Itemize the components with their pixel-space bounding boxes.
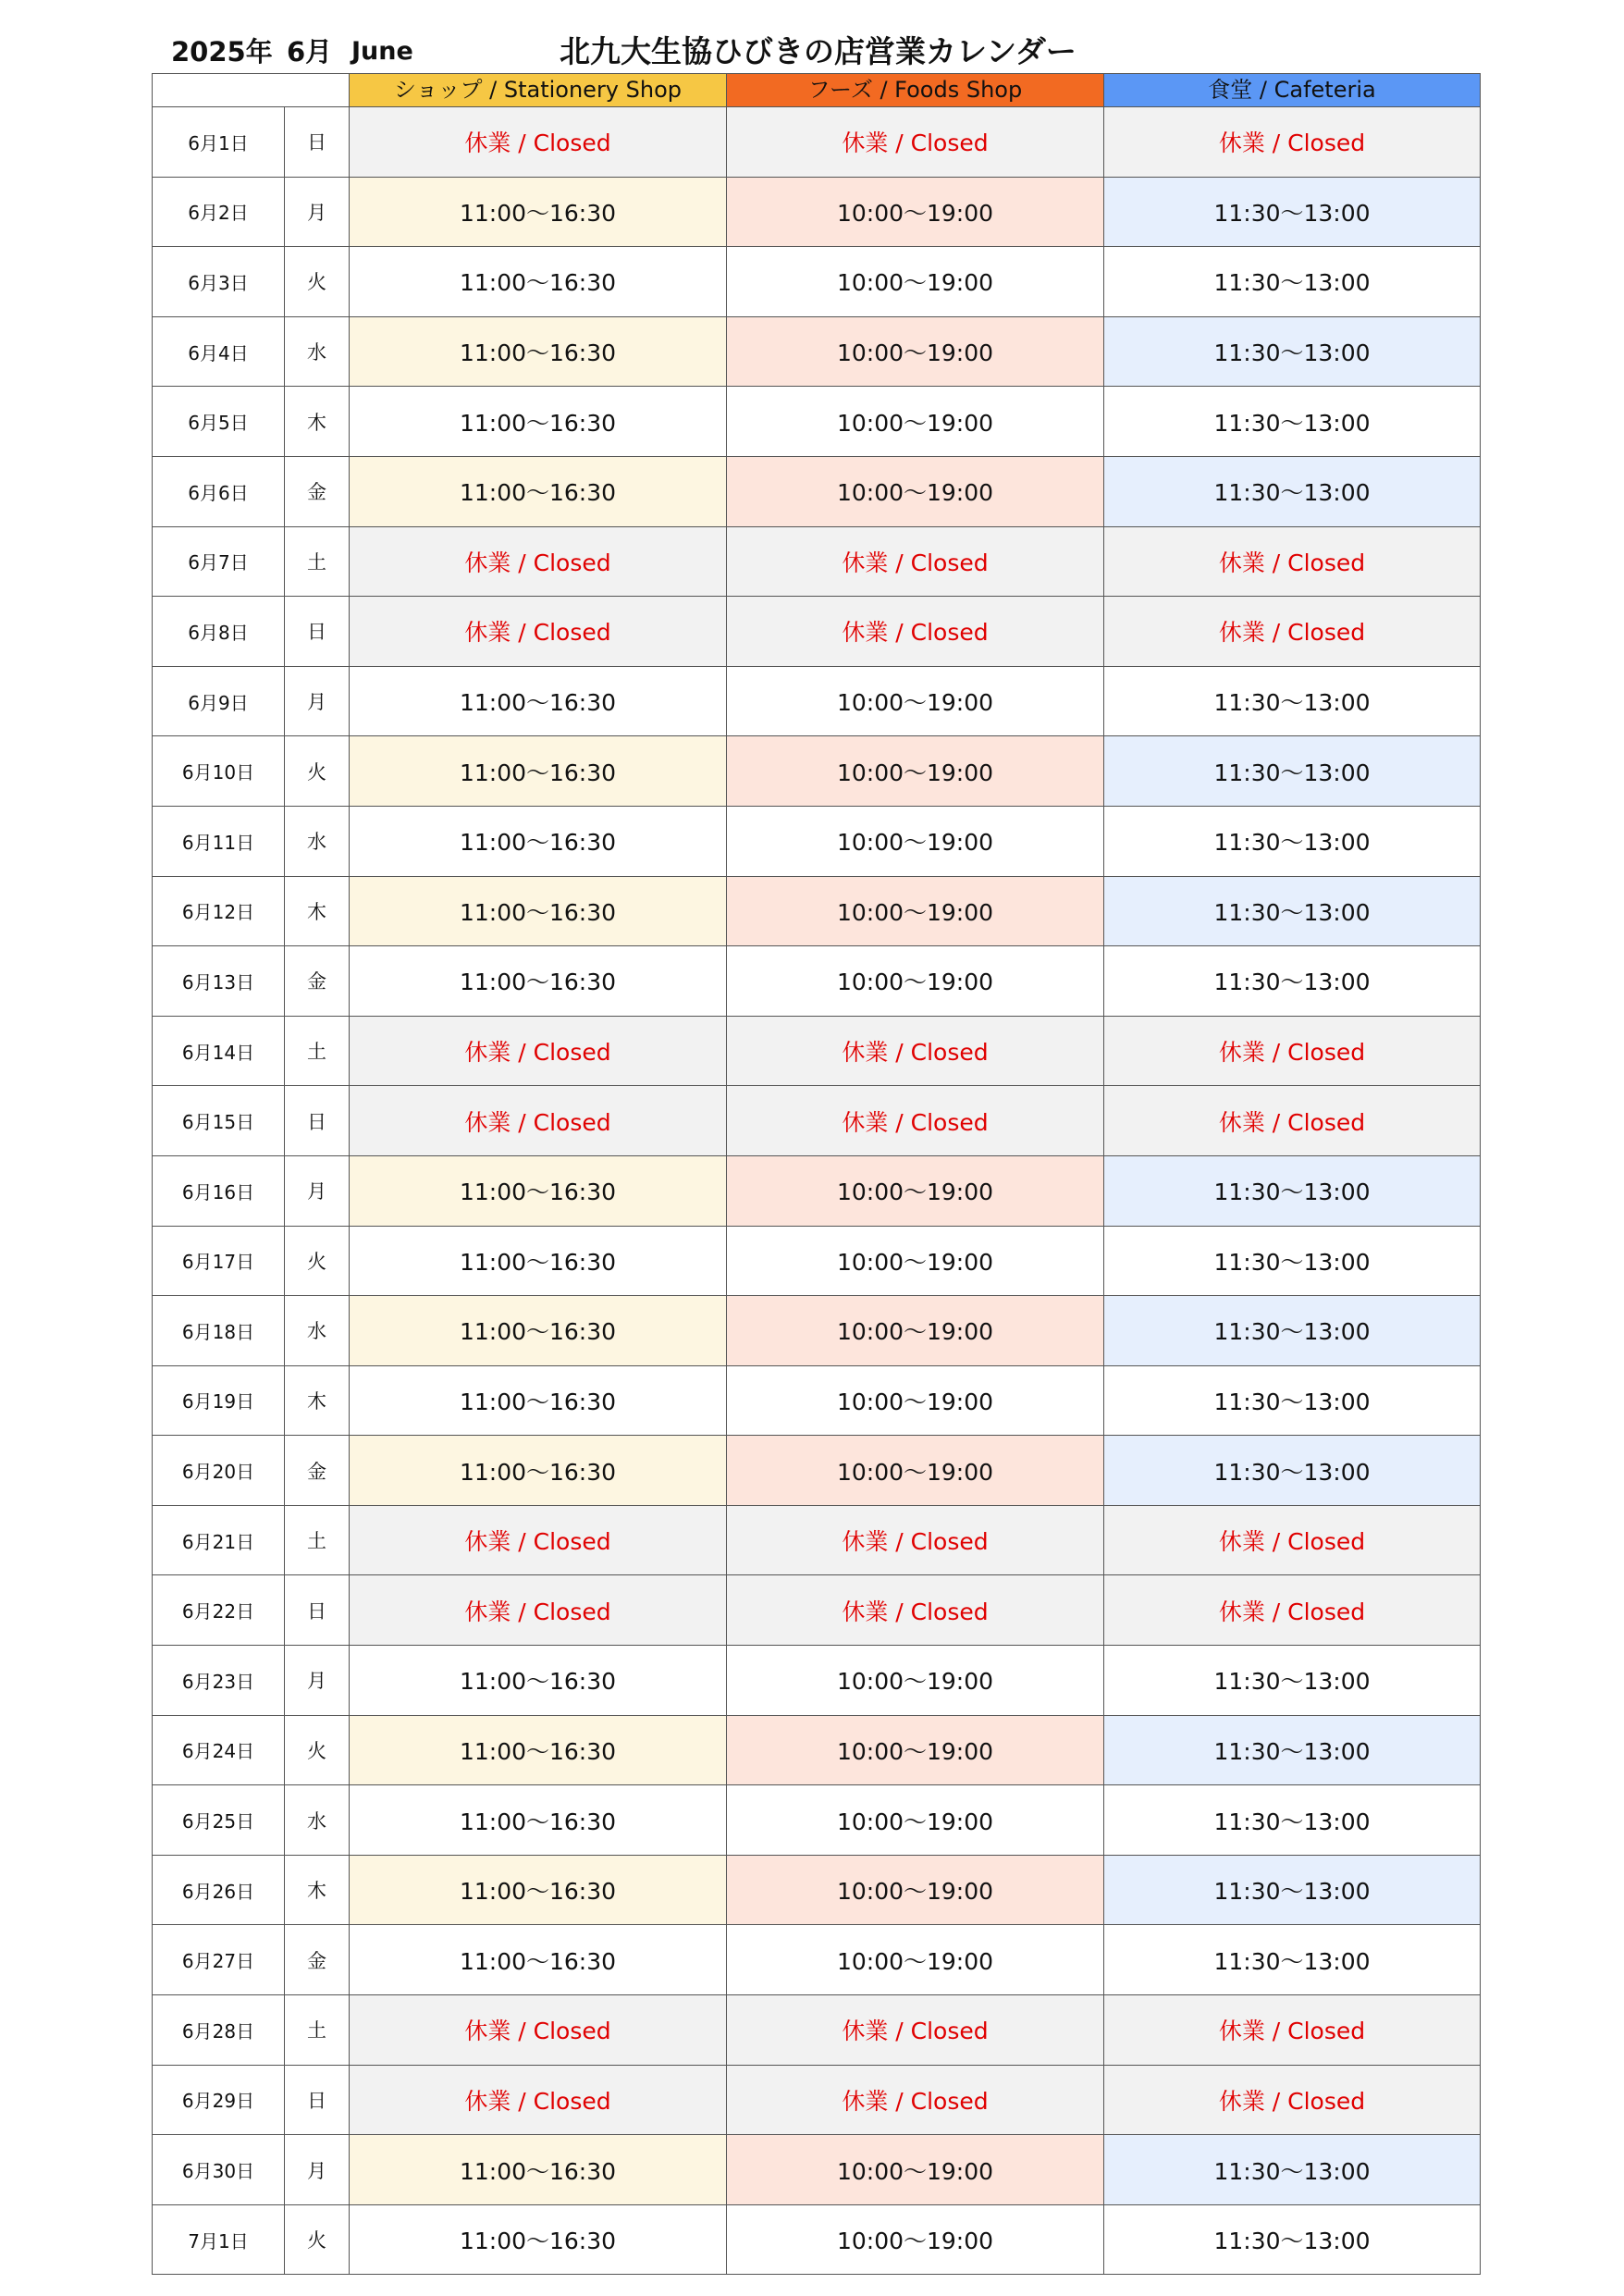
table-row xyxy=(153,1436,1481,1506)
cafeteria-hours: 11:30〜13:00 xyxy=(1104,1436,1481,1506)
table-row xyxy=(153,666,1481,736)
stationery-shop-hours: 11:00〜16:30 xyxy=(350,316,727,387)
stationery-shop-hours: 休業 / Closed xyxy=(350,1505,727,1575)
weekday-cell: 木 xyxy=(285,387,350,457)
cafeteria-hours: 11:30〜13:00 xyxy=(1104,1155,1481,1226)
foods-shop-hours: 休業 / Closed xyxy=(727,2065,1104,2135)
date-cell: 6月10日 xyxy=(153,736,285,807)
weekday-cell: 日 xyxy=(285,597,350,667)
weekday-cell: 金 xyxy=(285,1436,350,1506)
cafeteria-hours: 11:30〜13:00 xyxy=(1104,1226,1481,1296)
date-cell: 6月8日 xyxy=(153,597,285,667)
table-row xyxy=(153,1715,1481,1785)
table-row xyxy=(153,2065,1481,2135)
calendar-header xyxy=(0,28,1624,76)
hours-calendar-table xyxy=(152,73,1481,2275)
table-row xyxy=(153,1016,1481,1086)
stationery-shop-hours: 11:00〜16:30 xyxy=(350,946,727,1017)
foods-shop-hours: 10:00〜19:00 xyxy=(727,1226,1104,1296)
date-cell: 6月25日 xyxy=(153,1785,285,1856)
table-row xyxy=(153,1785,1481,1856)
weekday-cell: 金 xyxy=(285,1925,350,1995)
stationery-shop-hours: 11:00〜16:30 xyxy=(350,1226,727,1296)
table-row xyxy=(153,1855,1481,1925)
date-cell: 6月16日 xyxy=(153,1155,285,1226)
weekday-cell: 水 xyxy=(285,316,350,387)
foods-shop-header: フーズ / Foods Shop xyxy=(727,74,1104,107)
date-cell: 6月6日 xyxy=(153,456,285,526)
stationery-shop-hours: 休業 / Closed xyxy=(350,1086,727,1156)
stationery-shop-hours: 11:00〜16:30 xyxy=(350,247,727,317)
stationery-shop-hours: 11:00〜16:30 xyxy=(350,736,727,807)
date-cell: 6月2日 xyxy=(153,177,285,247)
foods-shop-hours: 10:00〜19:00 xyxy=(727,1296,1104,1366)
weekday-cell: 水 xyxy=(285,1785,350,1856)
cafeteria-hours: 11:30〜13:00 xyxy=(1104,666,1481,736)
foods-shop-hours: 10:00〜19:00 xyxy=(727,247,1104,317)
table-row xyxy=(153,876,1481,946)
foods-shop-hours: 10:00〜19:00 xyxy=(727,1436,1104,1506)
date-cell: 6月23日 xyxy=(153,1646,285,1716)
date-cell: 6月12日 xyxy=(153,876,285,946)
cafeteria-hours: 11:30〜13:00 xyxy=(1104,387,1481,457)
weekday-cell: 水 xyxy=(285,806,350,876)
stationery-shop-hours: 11:00〜16:30 xyxy=(350,1365,727,1436)
cafeteria-hours: 11:30〜13:00 xyxy=(1104,1646,1481,1716)
table-row xyxy=(153,1365,1481,1436)
foods-shop-hours: 休業 / Closed xyxy=(727,1086,1104,1156)
table-row xyxy=(153,2204,1481,2275)
date-cell: 6月4日 xyxy=(153,316,285,387)
foods-shop-hours: 10:00〜19:00 xyxy=(727,387,1104,457)
date-cell: 6月9日 xyxy=(153,666,285,736)
date-cell: 6月22日 xyxy=(153,1575,285,1646)
foods-shop-hours: 10:00〜19:00 xyxy=(727,876,1104,946)
weekday-cell: 火 xyxy=(285,1226,350,1296)
cafeteria-hours: 休業 / Closed xyxy=(1104,107,1481,178)
stationery-shop-hours: 休業 / Closed xyxy=(350,2065,727,2135)
foods-shop-hours: 10:00〜19:00 xyxy=(727,1155,1104,1226)
header-month-en: June xyxy=(351,37,413,66)
cafeteria-hours: 11:30〜13:00 xyxy=(1104,1925,1481,1995)
foods-shop-hours: 10:00〜19:00 xyxy=(727,1925,1104,1995)
weekday-cell: 日 xyxy=(285,1086,350,1156)
stationery-shop-hours: 休業 / Closed xyxy=(350,1575,727,1646)
table-row xyxy=(153,1296,1481,1366)
date-cell: 6月24日 xyxy=(153,1715,285,1785)
table-row xyxy=(153,107,1481,178)
foods-shop-hours: 10:00〜19:00 xyxy=(727,456,1104,526)
stationery-shop-header: ショップ / Stationery Shop xyxy=(350,74,727,107)
foods-shop-hours: 休業 / Closed xyxy=(727,107,1104,178)
weekday-cell: 金 xyxy=(285,456,350,526)
cafeteria-hours: 休業 / Closed xyxy=(1104,1575,1481,1646)
weekday-cell: 月 xyxy=(285,177,350,247)
stationery-shop-hours: 11:00〜16:30 xyxy=(350,1296,727,1366)
date-cell: 6月17日 xyxy=(153,1226,285,1296)
cafeteria-hours: 休業 / Closed xyxy=(1104,1086,1481,1156)
weekday-cell: 月 xyxy=(285,666,350,736)
weekday-cell: 火 xyxy=(285,247,350,317)
weekday-cell: 水 xyxy=(285,1296,350,1366)
weekday-cell: 日 xyxy=(285,107,350,178)
weekday-cell: 木 xyxy=(285,876,350,946)
foods-shop-hours: 休業 / Closed xyxy=(727,1016,1104,1086)
date-cell: 6月29日 xyxy=(153,2065,285,2135)
stationery-shop-hours: 11:00〜16:30 xyxy=(350,876,727,946)
date-cell: 6月21日 xyxy=(153,1505,285,1575)
weekday-cell: 日 xyxy=(285,2065,350,2135)
stationery-shop-hours: 11:00〜16:30 xyxy=(350,1715,727,1785)
table-row xyxy=(153,316,1481,387)
stationery-shop-hours: 11:00〜16:30 xyxy=(350,1646,727,1716)
stationery-shop-hours: 11:00〜16:30 xyxy=(350,1155,727,1226)
foods-shop-hours: 10:00〜19:00 xyxy=(727,316,1104,387)
weekday-cell: 土 xyxy=(285,1995,350,2066)
foods-shop-hours: 10:00〜19:00 xyxy=(727,1365,1104,1436)
weekday-cell: 火 xyxy=(285,2204,350,2275)
cafeteria-hours: 11:30〜13:00 xyxy=(1104,1715,1481,1785)
cafeteria-hours: 11:30〜13:00 xyxy=(1104,946,1481,1017)
column-header-row xyxy=(153,74,1481,107)
foods-shop-hours: 10:00〜19:00 xyxy=(727,1855,1104,1925)
cafeteria-hours: 休業 / Closed xyxy=(1104,1505,1481,1575)
cafeteria-hours: 11:30〜13:00 xyxy=(1104,2135,1481,2205)
cafeteria-hours: 11:30〜13:00 xyxy=(1104,806,1481,876)
weekday-cell: 土 xyxy=(285,1016,350,1086)
date-cell: 6月15日 xyxy=(153,1086,285,1156)
blank-header-cell xyxy=(153,74,350,107)
weekday-cell: 日 xyxy=(285,1575,350,1646)
table-row xyxy=(153,456,1481,526)
weekday-cell: 月 xyxy=(285,2135,350,2205)
cafeteria-hours: 11:30〜13:00 xyxy=(1104,1855,1481,1925)
foods-shop-hours: 休業 / Closed xyxy=(727,1505,1104,1575)
stationery-shop-hours: 11:00〜16:30 xyxy=(350,1855,727,1925)
foods-shop-hours: 10:00〜19:00 xyxy=(727,736,1104,807)
stationery-shop-hours: 11:00〜16:30 xyxy=(350,1436,727,1506)
stationery-shop-hours: 休業 / Closed xyxy=(350,526,727,597)
date-cell: 6月11日 xyxy=(153,806,285,876)
stationery-shop-hours: 11:00〜16:30 xyxy=(350,177,727,247)
weekday-cell: 木 xyxy=(285,1855,350,1925)
stationery-shop-hours: 休業 / Closed xyxy=(350,1016,727,1086)
cafeteria-hours: 11:30〜13:00 xyxy=(1104,736,1481,807)
stationery-shop-hours: 11:00〜16:30 xyxy=(350,806,727,876)
stationery-shop-hours: 11:00〜16:30 xyxy=(350,666,727,736)
stationery-shop-hours: 11:00〜16:30 xyxy=(350,1785,727,1856)
date-cell: 6月3日 xyxy=(153,247,285,317)
foods-shop-hours: 10:00〜19:00 xyxy=(727,946,1104,1017)
weekday-cell: 火 xyxy=(285,1715,350,1785)
date-cell: 6月13日 xyxy=(153,946,285,1017)
cafeteria-hours: 11:30〜13:00 xyxy=(1104,2204,1481,2275)
date-cell: 6月18日 xyxy=(153,1296,285,1366)
cafeteria-hours: 11:30〜13:00 xyxy=(1104,316,1481,387)
date-cell: 6月26日 xyxy=(153,1855,285,1925)
stationery-shop-hours: 11:00〜16:30 xyxy=(350,2204,727,2275)
cafeteria-hours: 休業 / Closed xyxy=(1104,597,1481,667)
stationery-shop-hours: 休業 / Closed xyxy=(350,107,727,178)
weekday-cell: 月 xyxy=(285,1155,350,1226)
date-cell: 6月19日 xyxy=(153,1365,285,1436)
cafeteria-hours: 11:30〜13:00 xyxy=(1104,1365,1481,1436)
header-month: 6月 xyxy=(287,36,333,68)
weekday-cell: 土 xyxy=(285,1505,350,1575)
foods-shop-hours: 休業 / Closed xyxy=(727,597,1104,667)
foods-shop-hours: 10:00〜19:00 xyxy=(727,1785,1104,1856)
date-cell: 6月30日 xyxy=(153,2135,285,2205)
cafeteria-hours: 11:30〜13:00 xyxy=(1104,876,1481,946)
cafeteria-hours: 11:30〜13:00 xyxy=(1104,177,1481,247)
table-row xyxy=(153,387,1481,457)
cafeteria-hours: 11:30〜13:00 xyxy=(1104,1296,1481,1366)
table-row xyxy=(153,1995,1481,2066)
date-cell: 6月1日 xyxy=(153,107,285,178)
cafeteria-hours: 11:30〜13:00 xyxy=(1104,247,1481,317)
stationery-shop-hours: 11:00〜16:30 xyxy=(350,2135,727,2205)
cafeteria-hours: 11:30〜13:00 xyxy=(1104,1785,1481,1856)
date-cell: 6月28日 xyxy=(153,1995,285,2066)
foods-shop-hours: 10:00〜19:00 xyxy=(727,2135,1104,2205)
foods-shop-hours: 休業 / Closed xyxy=(727,1995,1104,2066)
table-row xyxy=(153,1505,1481,1575)
date-cell: 6月14日 xyxy=(153,1016,285,1086)
date-cell: 7月1日 xyxy=(153,2204,285,2275)
table-row xyxy=(153,1086,1481,1156)
weekday-cell: 金 xyxy=(285,946,350,1017)
cafeteria-hours: 休業 / Closed xyxy=(1104,526,1481,597)
cafeteria-hours: 11:30〜13:00 xyxy=(1104,456,1481,526)
stationery-shop-hours: 休業 / Closed xyxy=(350,1995,727,2066)
cafeteria-hours: 休業 / Closed xyxy=(1104,1995,1481,2066)
cafeteria-hours: 休業 / Closed xyxy=(1104,2065,1481,2135)
table-row xyxy=(153,1646,1481,1716)
date-cell: 6月27日 xyxy=(153,1925,285,1995)
cafeteria-hours: 休業 / Closed xyxy=(1104,1016,1481,1086)
table-row xyxy=(153,597,1481,667)
table-row xyxy=(153,526,1481,597)
header-year: 2025年 xyxy=(171,36,273,68)
table-row xyxy=(153,2135,1481,2205)
weekday-cell: 火 xyxy=(285,736,350,807)
weekday-cell: 木 xyxy=(285,1365,350,1436)
foods-shop-hours: 10:00〜19:00 xyxy=(727,806,1104,876)
stationery-shop-hours: 休業 / Closed xyxy=(350,597,727,667)
stationery-shop-hours: 11:00〜16:30 xyxy=(350,1925,727,1995)
foods-shop-hours: 10:00〜19:00 xyxy=(727,1715,1104,1785)
weekday-cell: 土 xyxy=(285,526,350,597)
table-row xyxy=(153,247,1481,317)
calendar-body xyxy=(153,107,1481,2275)
table-row xyxy=(153,806,1481,876)
foods-shop-hours: 10:00〜19:00 xyxy=(727,177,1104,247)
table-row xyxy=(153,1575,1481,1646)
date-cell: 6月5日 xyxy=(153,387,285,457)
date-cell: 6月20日 xyxy=(153,1436,285,1506)
table-row xyxy=(153,1155,1481,1226)
foods-shop-hours: 10:00〜19:00 xyxy=(727,666,1104,736)
stationery-shop-hours: 11:00〜16:30 xyxy=(350,387,727,457)
cafeteria-header: 食堂 / Cafeteria xyxy=(1104,74,1481,107)
table-row xyxy=(153,1226,1481,1296)
weekday-cell: 月 xyxy=(285,1646,350,1716)
foods-shop-hours: 休業 / Closed xyxy=(727,1575,1104,1646)
calendar-title: 北九大生協ひびきの店営業カレンダー xyxy=(560,33,1077,69)
table-row xyxy=(153,177,1481,247)
foods-shop-hours: 休業 / Closed xyxy=(727,526,1104,597)
table-row xyxy=(153,946,1481,1017)
table-row xyxy=(153,736,1481,807)
foods-shop-hours: 10:00〜19:00 xyxy=(727,2204,1104,2275)
date-cell: 6月7日 xyxy=(153,526,285,597)
foods-shop-hours: 10:00〜19:00 xyxy=(727,1646,1104,1716)
table-row xyxy=(153,1925,1481,1995)
stationery-shop-hours: 11:00〜16:30 xyxy=(350,456,727,526)
